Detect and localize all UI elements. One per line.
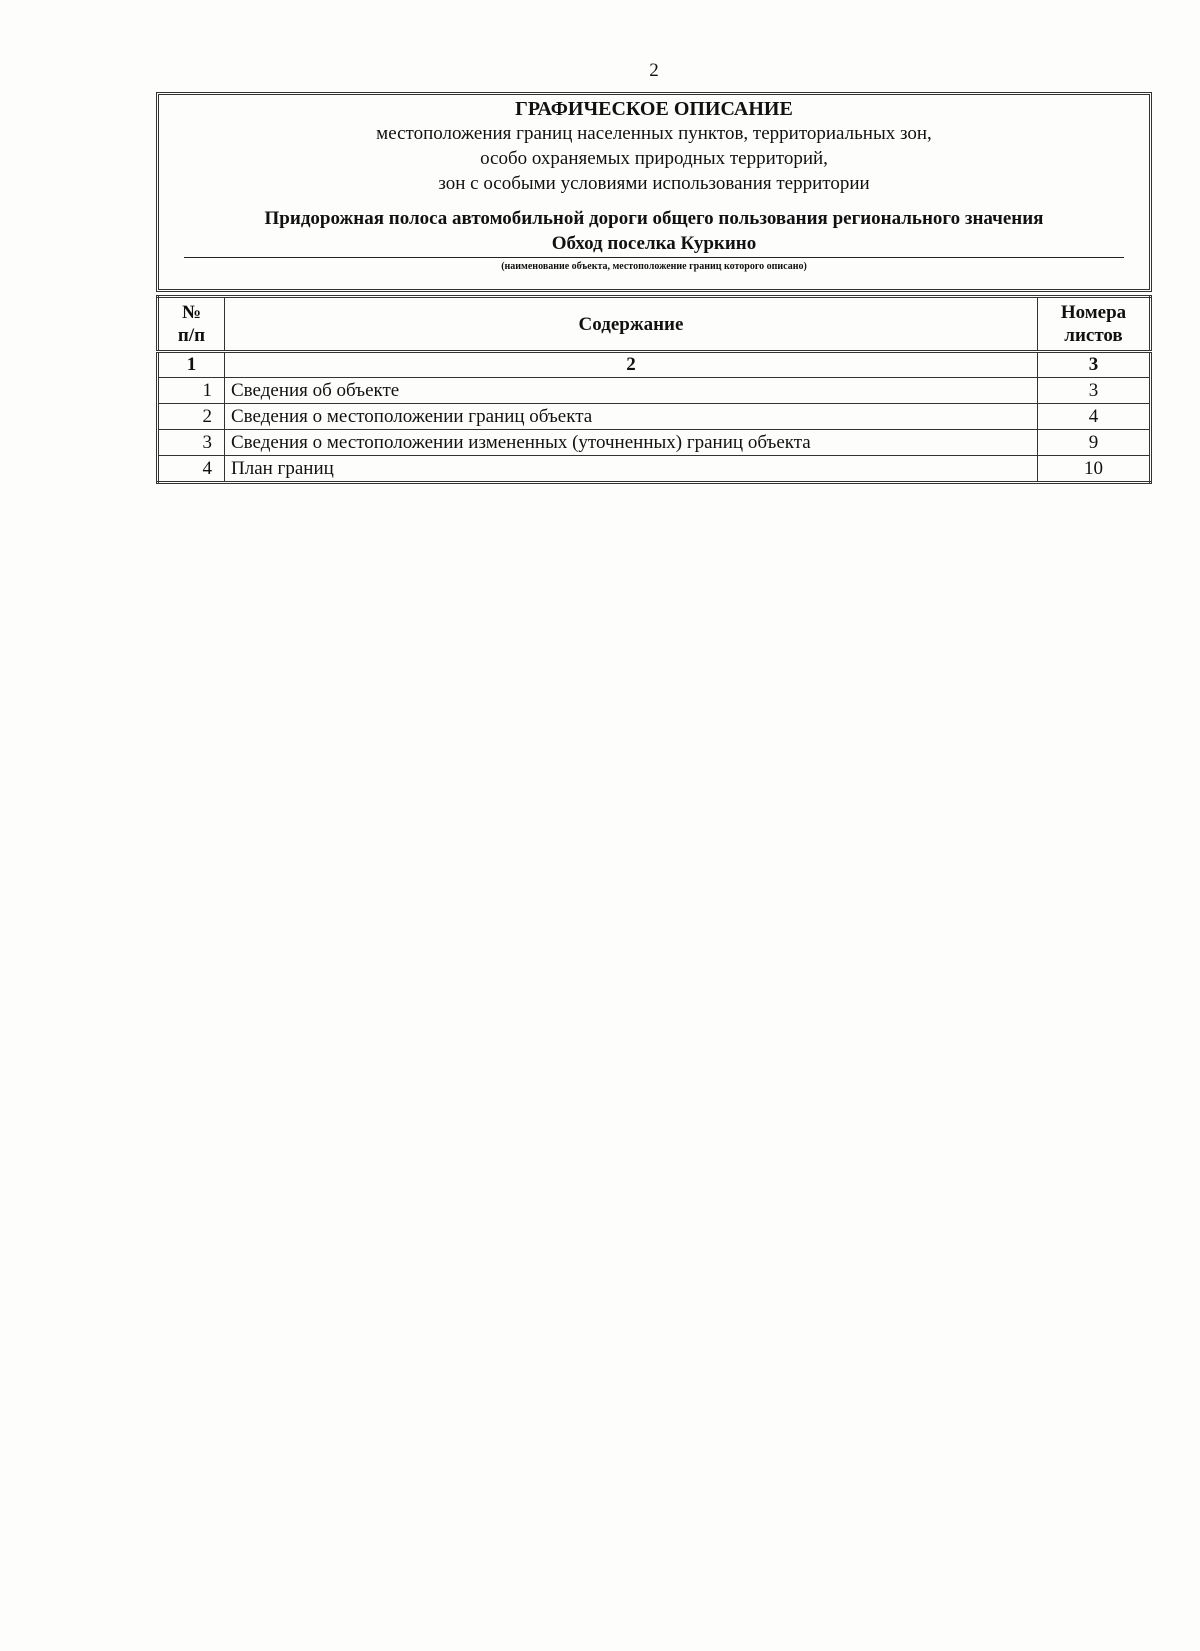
column-index-row: [158, 352, 1151, 378]
column-index: 2: [225, 352, 1038, 378]
header-num-line-1: №: [181, 302, 202, 323]
row-number: 4: [158, 456, 225, 483]
table-row: [158, 456, 1151, 483]
contents-table: [156, 295, 1152, 484]
row-number: 2: [158, 404, 225, 430]
header-pages: [1038, 297, 1151, 352]
row-number: 3: [158, 430, 225, 456]
row-content: План границ: [225, 456, 1038, 483]
column-index: 1: [158, 352, 225, 378]
row-pages: 10: [1038, 456, 1151, 483]
table-header-row: [158, 297, 1151, 352]
header-content: Содержание: [225, 297, 1038, 352]
document-header: [156, 92, 1152, 292]
row-number: 1: [158, 378, 225, 404]
table-row: [158, 404, 1151, 430]
row-pages: 3: [1038, 378, 1151, 404]
document-title: ГРАФИЧЕСКОЕ ОПИСАНИЕ: [515, 98, 793, 120]
header-pages-line-1: Номера: [1060, 302, 1127, 323]
row-content: Сведения о местоположении измененных (уточненных) границ объекта: [225, 430, 1038, 456]
object-caption: (наименование объекта, местоположение границ которого описано): [501, 261, 807, 272]
subtitle-line-3: зон с особыми условиями использования территории: [438, 173, 870, 194]
row-pages: 9: [1038, 430, 1151, 456]
page-number: 2: [649, 60, 659, 81]
row-content: Сведения о местоположении границ объекта: [225, 404, 1038, 430]
subtitle-line-2: особо охраняемых природных территорий,: [480, 148, 828, 169]
header-pages-line-2: листов: [1064, 325, 1123, 346]
header-num: [158, 297, 225, 352]
object-name-line-1: Придорожная полоса автомобильной дороги общего пользования регионального значения: [264, 208, 1044, 229]
table-row: [158, 430, 1151, 456]
row-content: Сведения об объекте: [225, 378, 1038, 404]
subtitle-line-1: местоположения границ населенных пунктов, территориальных зон,: [376, 123, 932, 144]
table-row: [158, 378, 1151, 404]
row-pages: 4: [1038, 404, 1151, 430]
object-name: [159, 206, 1149, 256]
object-name-line-2: Обход поселка Куркино: [551, 233, 757, 254]
column-index: 3: [1038, 352, 1151, 378]
object-name-underline: [184, 257, 1124, 258]
header-num-line-2: п/п: [177, 325, 206, 346]
